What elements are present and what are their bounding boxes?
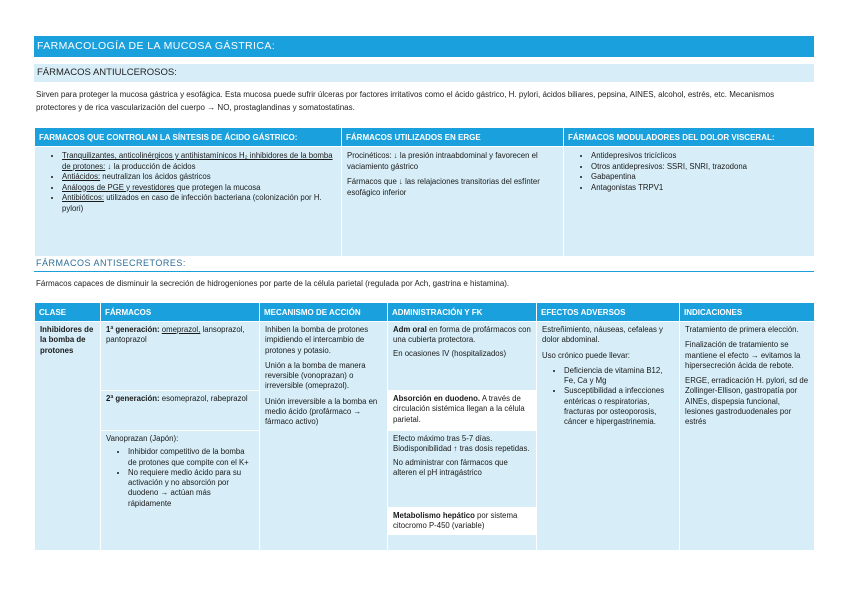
col-header-efectos: EFECTOS ADVERSOS <box>537 303 680 322</box>
antiulcerosos-table <box>34 127 815 257</box>
col-header-dolor: FÁRMACOS MODULADORES DEL DOLOR VISCERAL: <box>564 128 815 147</box>
col-header-erge: FÁRMACOS UTILIZADOS EN ERGE <box>342 128 564 147</box>
list-item: • Antagonistas TRPV1 <box>591 183 809 194</box>
col-header-sintesis: FARMACOS QUE CONTROLAN LA SÍNTESIS DE ÁCIDO GÁSTRICO: <box>35 128 342 147</box>
col-header-administracion: ADMINISTRACIÓN Y FK <box>388 303 537 322</box>
list-item: • Inhibidor competitivo de la bomba de protones que compite con el K+ <box>128 447 254 468</box>
list-item: • Antidepresivos tricíclicos <box>591 151 809 162</box>
page-title: FARMACOLOGÍA DE LA MUCOSA GÁSTRICA: <box>34 36 814 57</box>
list-item: • No requiere medio ácido para su activación y no absorción por duodeno → actúan más rápidamente <box>128 468 254 509</box>
section-title-antiulcerosos: FÁRMACOS ANTIULCEROSOS: <box>34 64 814 82</box>
section-title-antisecretores: FÁRMACOS ANTISECRETORES: <box>36 258 186 268</box>
farmacos-g1: 1ª generación: omeprazol, lansoprazol, pantoprazol <box>101 322 259 391</box>
cell-administracion <box>388 322 537 551</box>
col-header-indicaciones: INDICACIONES <box>680 303 815 322</box>
administracion-oral: Adm oral en forma de profármacos con una cubierta protectora. En ocasiones IV (hospitalizados) <box>388 322 536 391</box>
list-item: • Antiácidos: neutralizan los ácidos gástricos <box>62 172 336 183</box>
cell-indicaciones: Tratamiento de primera elección. Finalización de tratamiento se mantiene el efecto → evitamos la hipersecreción ácida de rebote. ERGE, erradicación H. pylori, sd de Zollinger-Ellison, gastropatía por AINEs, dispepsia funcional, lesiones gastroduodenales por estrés <box>680 322 815 551</box>
erge-para: Fármacos que ↓ las relajaciones transitorias del esfínter esofágico inferior <box>347 177 540 197</box>
list-item: • Antibióticos: utilizados en caso de infección bacteriana (colonización por H. pylori) <box>62 193 336 214</box>
col-header-mecanismo: MECANISMO DE ACCIÓN <box>260 303 388 322</box>
farmacos-g2: 2ª generación: esomeprazol, rabeprazol <box>101 391 259 431</box>
antisecretores-intro: Fármacos capaces de disminuir la secreción de hidrogeniones por parte de la célula parietal (regulada por Ach, gastrina e histamina). <box>36 279 510 288</box>
list-item: • Otros antidepresivos: SSRI, SNRI, trazodona <box>591 162 809 173</box>
cell-clase: Inhibidores de la bomba de protones <box>35 322 101 551</box>
erge-para: Procinéticos: ↓ la presión intraabdominal y favorecen el vaciamiento gástrico <box>347 151 538 171</box>
administracion-efecto: Efecto máximo tras 5-7 días. Biodisponibilidad ↑ tras dosis repetidas. No administrar con fármacos que alteren el pH intragástrico <box>388 431 536 508</box>
cell-erge <box>342 147 564 257</box>
list-item: • Análogos de PGE y revestidores que protegen la mucosa <box>62 183 336 194</box>
cell-dolor <box>564 147 815 257</box>
farmacos-g3: Vanoprazan (Japón): • Inhibidor competitivo de la bomba de protones que compite con el K+ • No requiere medio ácido para su activación y no absorción por duodeno → actúan más rápidamente <box>101 431 259 512</box>
divider <box>34 271 814 272</box>
administracion-absorcion: Absorción en duodeno. A través de circulación sistémica llegan a la célula parietal. <box>388 391 536 431</box>
cell-farmacos <box>101 322 260 551</box>
antisecretores-table <box>34 302 815 551</box>
list-item: • Gabapentina <box>591 172 809 183</box>
list-item: • Susceptibilidad a infecciones entéricas o respiratorias, fracturas por osteoporosis, cáncer e hipergastrinemia. <box>564 386 674 427</box>
list-item: • Deficiencia de vitamina B12, Fe, Ca y Mg <box>564 366 674 387</box>
antiulcerosos-intro: Sirven para proteger la mucosa gástrica y esofágica. Esta mucosa puede sufrir úlceras por factores irritativos como el ácido gástrico, H. pylori, ácidos biliares, pepsina, AINES, alcohol, estrés, etc. Mecanismos protectores y de rica vascularización del cuerpo → NO, prostaglandinas y somatostatinas. <box>36 90 775 112</box>
col-header-clase: CLASE <box>35 303 101 322</box>
cell-efectos: Estreñimiento, náuseas, cefaleas y dolor abdominal. Uso crónico puede llevar: • Deficiencia de vitamina B12, Fe, Ca y Mg • Susceptibilidad a infecciones entéricas o respiratorias, fracturas por osteoporosis, cáncer e hipergastrinemia. <box>537 322 680 551</box>
cell-mecanismo: Inhiben la bomba de protones impidiendo el intercambio de protones y potasio. Unión a la bomba de manera reversible (vonoprazan) o irreversible (omeprazol). Unión irreversible a la bomba en medio ácido (profármaco → fármaco activo) <box>260 322 388 551</box>
list-item: • Tranquilizantes, anticolinérgicos y antihistamínicos H₂ inhibidores de la bomba de protones: ↓ la producción de ácidos <box>62 151 336 172</box>
col-header-farmacos: FÁRMACOS <box>101 303 260 322</box>
administracion-metabolismo: Metabolismo hepático por sistema citocromo P-450 (variable) <box>388 508 536 535</box>
cell-sintesis <box>35 147 342 257</box>
